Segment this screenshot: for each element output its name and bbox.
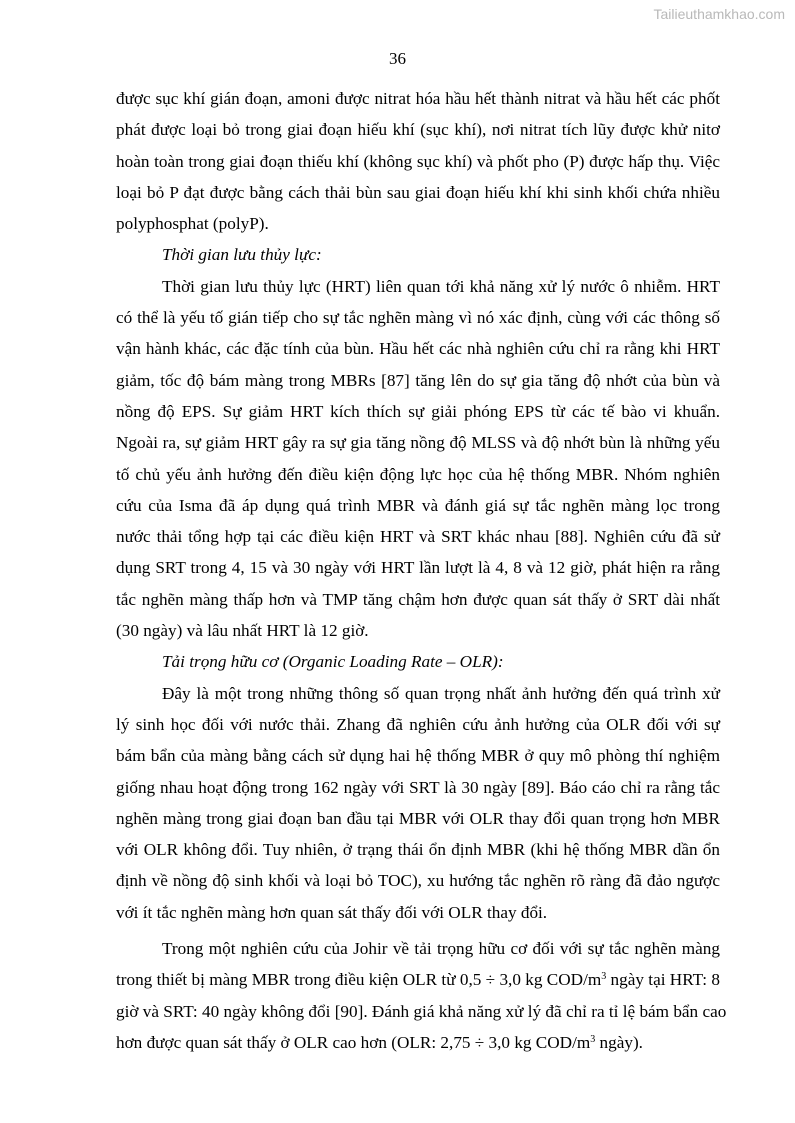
text-line: với ít tắc nghẽn màng hơn quan sát thấy đối với OLR thay đổi. [116, 902, 548, 922]
text-line: phát được loại bỏ trong giai đoạn hiếu khí (sục khí), nơi nitrat tích lũy được khử nitơ [116, 120, 720, 140]
paragraph-johir [116, 933, 727, 1058]
heading-olr: Tải trọng hữu cơ (Organic Loading Rate – OLR): [162, 652, 504, 672]
text-segment: ngày). [595, 1032, 643, 1052]
text-line: tố chủ yếu ảnh hưởng đến điều kiện động lực học của hệ thống MBR. Nhóm nghiên [116, 464, 720, 484]
text-line: nước thải tổng hợp tại các điều kiện HRT và SRT khác nhau [88]. Nghiên cứu đã sử [116, 527, 720, 547]
text-line: hoàn toàn trong giai đoạn thiếu khí (không sục khí) và phốt pho (P) được hấp thụ. Việc [116, 151, 720, 171]
text-line: polyphosphat (polyP). [116, 214, 269, 234]
text-line [116, 1027, 720, 1058]
text-line: dụng SRT trong 4, 15 và 30 ngày với HRT lần lượt là 4, 8 và 12 giờ, phát hiện ra rằng [116, 558, 720, 578]
body-text [116, 83, 727, 1058]
text-line: được sục khí gián đoạn, amoni được nitrat hóa hầu hết thành nitrat và hầu hết các phốt [116, 89, 720, 108]
text-segment: ngày tại HRT: 8 [606, 970, 720, 990]
paragraph-hrt [116, 271, 720, 647]
text-line: lý sinh học đối với nước thải. Zhang đã nghiên cứu ảnh hưởng của OLR đối với sự [116, 714, 720, 734]
text-line: có thể là yếu tố gián tiếp cho sự tắc nghẽn màng vì nó xác định, cùng với các thông số [116, 308, 720, 328]
text-line: (30 ngày) và lâu nhất HRT là 12 giờ. [116, 621, 369, 641]
heading-hrt: Thời gian lưu thủy lực: [162, 245, 322, 265]
text-line: Ngoài ra, sự giảm HRT gây ra sự gia tăng nồng độ MLSS và độ nhớt bùn là những yếu [116, 433, 720, 453]
text-line: giống nhau hoạt động trong 162 ngày với SRT là 30 ngày [89]. Báo cáo chỉ ra rằng tắc [116, 777, 720, 797]
text-line: giảm, tốc độ bám màng trong MBRs [87] tăng lên do sự gia tăng độ nhớt của bùn và [116, 370, 720, 390]
text-line [116, 964, 720, 995]
paragraph-intro [116, 83, 720, 239]
watermark: Tailieuthamkhao.com [653, 6, 785, 22]
page-number: 36 [389, 49, 406, 68]
text-segment: hơn được quan sát thấy ở OLR cao hơn (OLR: 2,75 ÷ 3,0 kg COD/m [116, 1032, 591, 1052]
text-line: tắc nghẽn màng thấp hơn và TMP tăng chậm hơn được quan sát thấy ở SRT dài nhất [116, 589, 720, 609]
text-line: Thời gian lưu thủy lực (HRT) liên quan tới khả năng xử lý nước ô nhiễm. HRT [162, 276, 720, 296]
text-line: vận hành khác, các đặc tính của bùn. Hầu hết các nhà nghiên cứu chỉ ra rằng khi HRT [116, 339, 720, 359]
text-line: giờ và SRT: 40 ngày không đổi [90]. Đánh giá khả năng xử lý đã chỉ ra tỉ lệ bám bẩn cao [116, 1001, 727, 1021]
text-line: nồng độ EPS. Sự giảm HRT kích thích sự giải phóng EPS từ các tế bào vi khuẩn. [116, 401, 720, 421]
text-line: cứu của Isma đã áp dụng quá trình MBR và đánh giá sự tắc nghẽn màng lọc trong [116, 495, 720, 515]
text-line: với OLR không đổi. Tuy nhiên, ở trạng thái ổn định MBR (khi hệ thống MBR dần ổn [116, 840, 720, 860]
paragraph-olr [116, 678, 720, 928]
superscript: 3 [601, 971, 607, 983]
superscript: 3 [590, 1033, 596, 1045]
text-line: nghẽn màng trong giai đoạn ban đầu tại MBR với OLR thay đổi quan trọng hơn MBR [116, 808, 720, 828]
text-line: Đây là một trong những thông số quan trọng nhất ảnh hưởng đến quá trình xử [162, 683, 720, 703]
text-line: Trong một nghiên cứu của Johir về tải trọng hữu cơ đối với sự tắc nghẽn màng [162, 939, 720, 959]
text-line: định về nồng độ sinh khối và loại bỏ TOC), xu hướng tắc nghẽn rõ ràng đã đảo ngược [116, 871, 720, 891]
text-segment: trong thiết bị màng MBR trong điều kiện OLR từ 0,5 ÷ 3,0 kg COD/m [116, 970, 602, 990]
text-line: loại bỏ P đạt được bằng cách thải bùn sau giai đoạn hiếu khí khi sinh khối chứa nhiều [116, 182, 720, 202]
text-line: bám bẩn của màng bằng cách sử dụng hai hệ thống MBR ở quy mô phòng thí nghiệm [116, 746, 720, 766]
